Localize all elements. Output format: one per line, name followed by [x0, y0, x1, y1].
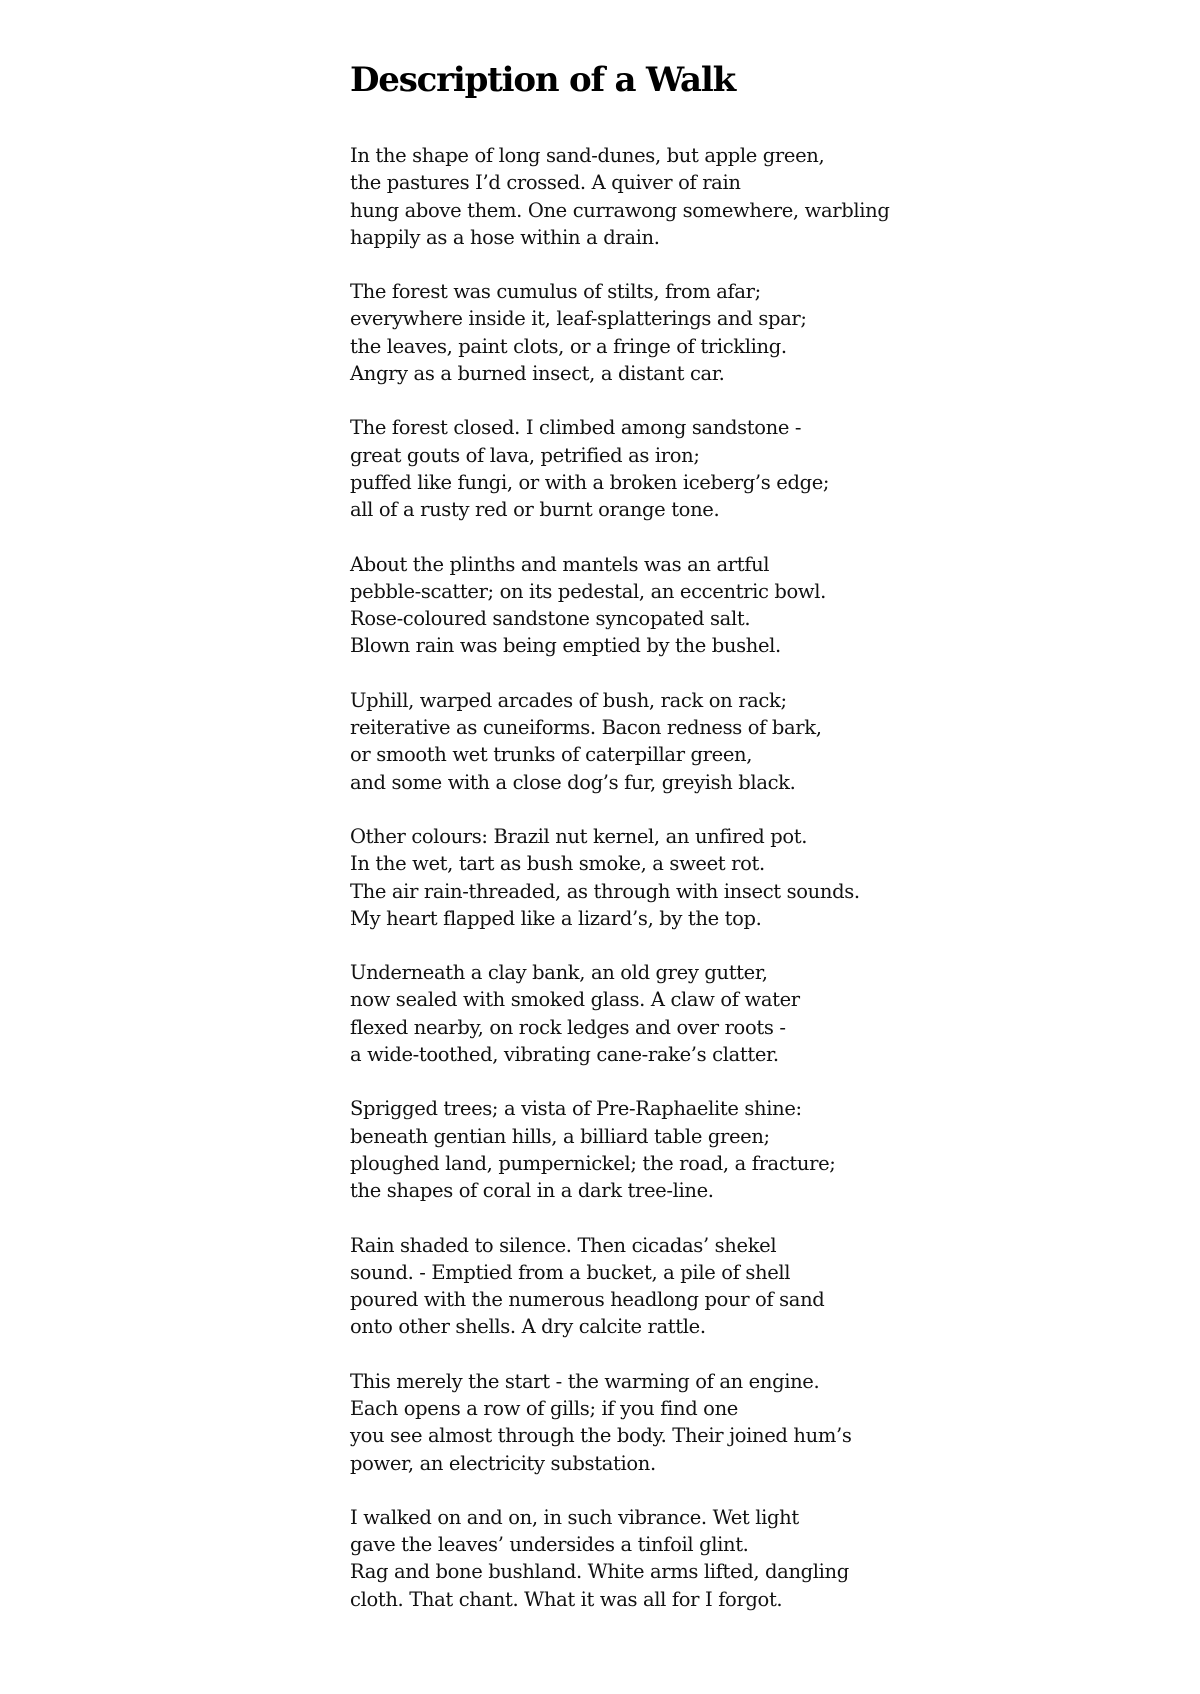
poem-line: Underneath a clay bank, an old grey gutter, — [350, 961, 768, 985]
poem-line: gave the leaves’ undersides a tinfoil glint. — [350, 1533, 749, 1557]
poem-line: the pastures I’d crossed. A quiver of rain — [350, 171, 741, 195]
poem-line: Rain shaded to silence. Then cicadas’ shekel — [350, 1233, 777, 1257]
poem-line: everywhere inside it, leaf-splatterings and spar; — [350, 307, 807, 331]
poem-line: Rose-coloured sandstone syncopated salt. — [350, 607, 751, 631]
poem-line: all of a rusty red or burnt orange tone. — [350, 498, 720, 522]
poem-line: The forest closed. I climbed among sandstone - — [350, 416, 802, 440]
poem-line: Blown rain was being emptied by the bushel. — [350, 634, 781, 658]
poem-line: now sealed with smoked glass. A claw of water — [350, 988, 800, 1012]
stanza-1 — [350, 142, 1110, 251]
poem-line: cloth. That chant. What it was all for I forgot. — [350, 1587, 783, 1611]
stanza-5 — [350, 687, 1110, 796]
stanza-10 — [350, 1368, 1110, 1477]
poem-line: Sprigged trees; a vista of Pre-Raphaelite shine: — [350, 1097, 802, 1121]
poem-line: you see almost through the body. Their joined hum’s — [350, 1424, 852, 1448]
poem-line: Rag and bone bushland. White arms lifted, dangling — [350, 1560, 849, 1584]
poem-line: beneath gentian hills, a billiard table green; — [350, 1124, 770, 1148]
stanza-8 — [350, 1095, 1110, 1204]
poem-line: great gouts of lava, petrified as iron; — [350, 443, 700, 467]
stanza-7 — [350, 959, 1110, 1068]
poem-line: In the shape of long sand-dunes, but apple green, — [350, 144, 825, 167]
stanza-3 — [350, 414, 1110, 523]
stanza-4 — [350, 551, 1110, 660]
poem-line: pebble-scatter; on its pedestal, an eccentric bowl. — [350, 579, 827, 603]
poem-line: The air rain-threaded, as through with insect sounds. — [350, 879, 860, 903]
poem-line: In the wet, tart as bush smoke, a sweet rot. — [350, 852, 765, 876]
poem-line: and some with a close dog’s fur, greyish black. — [350, 770, 796, 794]
stanza-6 — [350, 823, 1110, 932]
poem-line: This merely the start - the warming of an engine. — [350, 1369, 820, 1393]
stanza-11 — [350, 1504, 1110, 1613]
poem-line: reiterative as cuneiforms. Bacon redness of bark, — [350, 716, 822, 740]
poem-line: I walked on and on, in such vibrance. Wet light — [350, 1505, 799, 1529]
poem-line: Each opens a row of gills; if you find one — [350, 1396, 738, 1420]
poem-line: the shapes of coral in a dark tree-line. — [350, 1179, 714, 1203]
poem-line: flexed nearby, on rock ledges and over roots - — [350, 1015, 786, 1039]
poem-line: Other colours: Brazil nut kernel, an unfired pot. — [350, 824, 808, 848]
poem-line: Uphill, warped arcades of bush, rack on rack; — [350, 688, 787, 712]
poem-line: The forest was cumulus of stilts, from afar; — [350, 280, 761, 304]
poem-line: puffed like fungi, or with a broken iceberg’s edge; — [350, 470, 830, 494]
poem-line: poured with the numerous headlong pour of sand — [350, 1288, 825, 1312]
stanza-9 — [350, 1232, 1110, 1341]
poem-line: hung above them. One currawong somewhere, warbling — [350, 198, 890, 222]
poem-line: a wide-toothed, vibrating cane-rake’s clatter. — [350, 1043, 779, 1067]
poem-line: My heart flapped like a lizard’s, by the top. — [350, 906, 762, 930]
poem-line: happily as a hose within a drain. — [350, 225, 660, 249]
poem-line: onto other shells. A dry calcite rattle. — [350, 1315, 706, 1339]
poem-line: ploughed land, pumpernickel; the road, a fracture; — [350, 1151, 836, 1175]
poem-line: power, an electricity substation. — [350, 1451, 656, 1475]
poem-line: the leaves, paint clots, or a fringe of trickling. — [350, 334, 787, 358]
stanza-2 — [350, 278, 1110, 387]
poem-line: or smooth wet trunks of caterpillar green, — [350, 743, 753, 767]
poem-title: Description of a Walk — [350, 60, 735, 100]
poem-line: sound. - Emptied from a bucket, a pile of shell — [350, 1260, 791, 1284]
poem-line: About the plinths and mantels was an artful — [350, 552, 770, 576]
poem — [350, 52, 1110, 1640]
poem-line: Angry as a burned insect, a distant car. — [350, 362, 725, 386]
